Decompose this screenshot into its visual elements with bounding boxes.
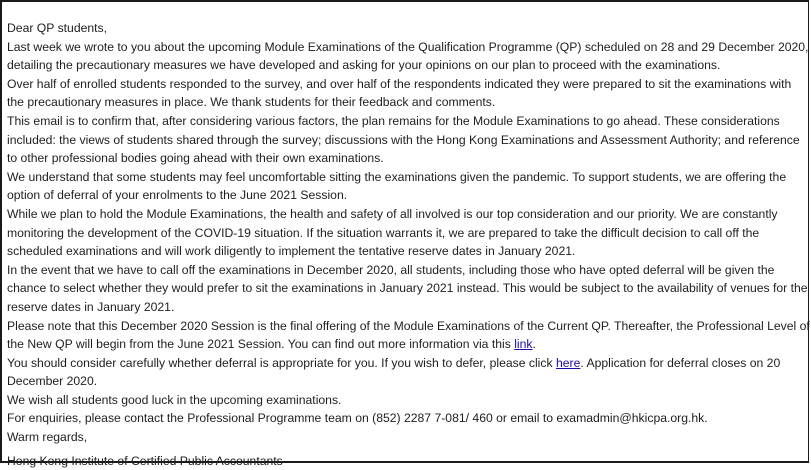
more-information-link[interactable]: link: [514, 337, 533, 352]
email-body: [7, 19, 810, 470]
closing: Warm regards,: [7, 430, 88, 445]
greeting: Dear QP students,: [7, 21, 108, 35]
paragraph-enquiries: For enquiries, please contact the Professional Programme team on (852) 2287 7-081/ 460 or email to examadmin@hkicpa.org.hk.: [7, 411, 708, 426]
paragraph-final-offering-end: .: [532, 337, 536, 352]
paragraph-deferral-apply-end: . Application for deferral closes on 20 December 2020.: [7, 355, 781, 389]
paragraph-survey-intro: Last week we wrote to you about the upcoming Module Examinations of the Qualification Programme (QP) scheduled on 28 and 29 December 2020, detailing the precautionary measures we have developed and asking for your opinions on our plan to proceed with the examinations.: [7, 39, 809, 73]
paragraph-deferral-apply: [7, 354, 810, 391]
paragraph-call-off: In the event that we have to call off the examinations in December 2020, all students, including those who have opted deferral will be given the chance to select whether they would prefer to sit the examinations in January 2021 instead. This would be subject to the availability of venues for the reserve dates in January 2021.: [7, 262, 808, 314]
paragraph-confirmation: This email is to confirm that, after considering various factors, the plan remains for the Module Examinations to go ahead. These considerations included: the views of students shared through the survey; discussions with the Hong Kong Examinations and Assessment Authority; and reference to other professional bodies going ahead with their own examinations.: [7, 113, 800, 166]
signature: Hong Kong Institute of Certified Public Accountants: [7, 453, 283, 468]
paragraph-health-safety: While we plan to hold the Module Examinations, the health and safety of all involved is our top consideration and our priority. We are constantly monitoring the development of the COVID-19 situation. If the situation warrants it, we are prepared to take the difficult decision to call off the scheduled examinations and will work diligently to implement the tentative reserve dates in January 2021.: [7, 206, 778, 259]
paragraph-good-luck: We wish all students good luck in the upcoming examinations.: [7, 392, 342, 407]
paragraph-survey-results: Over half of enrolled students responded to the survey, and over half of the respondents indicated they were prepared to sit the examinations with the precautionary measures in place. We thank students for their feedback and comments.: [7, 76, 792, 110]
deferral-here-link[interactable]: here: [555, 355, 581, 370]
paragraph-deferral-apply-text: You should consider carefully whether deferral is appropriate for you. If you wish to defer, please click: [7, 355, 556, 370]
paragraph-deferral-option: We understand that some students may feel uncomfortable sitting the examinations given the pandemic. To support students, we are offering the option of deferral of your enrolments to the June 2021 Session.: [7, 169, 787, 203]
paragraph-final-offering-text: Please note that this December 2020 Session is the final offering of the Module Examinations of the Current QP. Thereafter, the Professional Level of the New QP will begin from the June 2021 Session. You can find out more information via this: [7, 318, 810, 352]
paragraph-final-offering: [7, 317, 810, 354]
